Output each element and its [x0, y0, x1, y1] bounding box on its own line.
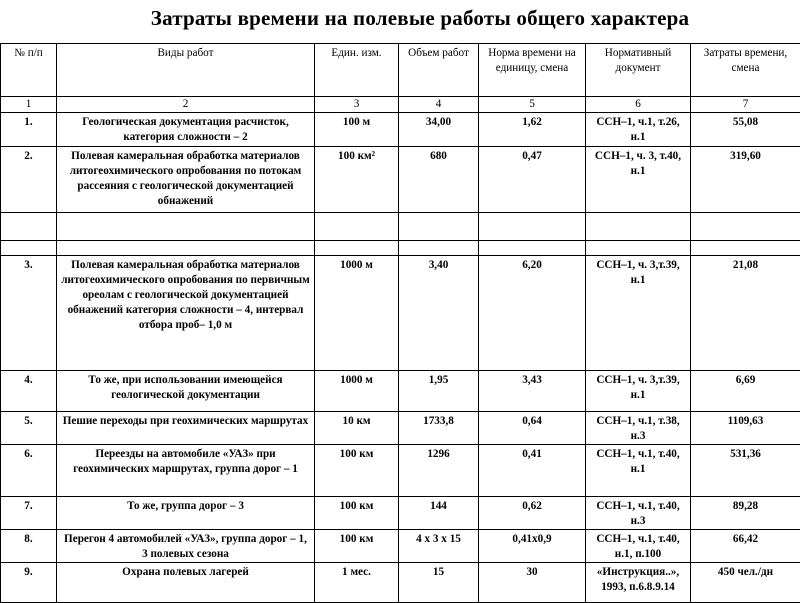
volume: 34,00 [399, 113, 479, 147]
work-type: То же, группа дорог – 3 [57, 497, 315, 530]
row-number: 9. [1, 563, 57, 603]
table-row [1, 147, 800, 213]
row-number: 8. [1, 530, 57, 563]
spacer-row [1, 213, 800, 241]
work-type: Охрана полевых лагерей [57, 563, 315, 603]
total: 66,42 [691, 530, 800, 563]
document: ССН–1, ч.1, т.26, н.1 [586, 113, 691, 147]
table-row [1, 563, 800, 603]
document: ССН–1, ч. 3, т.40, н.1 [586, 147, 691, 213]
unit: 1000 м [315, 371, 399, 412]
norm: 0,62 [479, 497, 586, 530]
work-type: То же, при использовании имеющейся геологической документации [57, 371, 315, 412]
page-title: Затраты времени на полевые работы общего характера [0, 6, 800, 31]
unit: 1 мес. [315, 563, 399, 603]
spacer-row [1, 241, 800, 256]
row-number: 3. [1, 256, 57, 371]
unit: 100 км [315, 497, 399, 530]
column-number: 1 [1, 97, 57, 113]
work-type: Геологическая документация расчисток, категория сложности – 2 [57, 113, 315, 147]
total: 6,69 [691, 371, 800, 412]
header-cell: Объем работ [399, 44, 479, 97]
work-type: Полевая камеральная обработка материалов литогеохимического опробования по первичным ореолам с геологической документацией обнажений категория сложности – 4, интервал отбора проб– 1,0 м [57, 256, 315, 371]
header-cell: Норма времени на единицу, смена [479, 44, 586, 97]
table-row [1, 371, 800, 412]
norm: 0,64 [479, 412, 586, 445]
document: ССН–1, ч.1, т.40, н.1, п.100 [586, 530, 691, 563]
table-row [1, 445, 800, 497]
column-number: 7 [691, 97, 800, 113]
unit: 100 км² [315, 147, 399, 213]
row-number: 1. [1, 113, 57, 147]
total: 1109,63 [691, 412, 800, 445]
document: ССН–1, ч.1, т.40, н.3 [586, 497, 691, 530]
header-cell: Виды работ [57, 44, 315, 97]
row-number: 5. [1, 412, 57, 445]
header-cell: № п/п [1, 44, 57, 97]
total: 89,28 [691, 497, 800, 530]
norm: 0,47 [479, 147, 586, 213]
norm: 0,41х0,9 [479, 530, 586, 563]
volume: 4 х 3 х 15 [399, 530, 479, 563]
column-number: 2 [57, 97, 315, 113]
column-number: 4 [399, 97, 479, 113]
table-row [1, 256, 800, 371]
document: ССН–1, ч.1, т.38, н.3 [586, 412, 691, 445]
total: 319,60 [691, 147, 800, 213]
norm: 30 [479, 563, 586, 603]
unit: 100 км [315, 445, 399, 497]
total: 55,08 [691, 113, 800, 147]
row-number: 6. [1, 445, 57, 497]
document: «Инструкция..», 1993, п.6.8.9.14 [586, 563, 691, 603]
volume: 3,40 [399, 256, 479, 371]
row-number: 7. [1, 497, 57, 530]
volume: 680 [399, 147, 479, 213]
volume: 1296 [399, 445, 479, 497]
table-row [1, 530, 800, 563]
document: ССН–1, ч.1, т.40, н.1 [586, 445, 691, 497]
work-type: Пешие переходы при геохимических маршрутах [57, 412, 315, 445]
norm: 0,41 [479, 445, 586, 497]
column-number: 6 [586, 97, 691, 113]
volume: 15 [399, 563, 479, 603]
unit: 100 км [315, 530, 399, 563]
total: 450 чел./дн [691, 563, 800, 603]
header-cell: Нормативный документ [586, 44, 691, 97]
volume: 1,95 [399, 371, 479, 412]
unit: 100 м [315, 113, 399, 147]
header-cell: Един. изм. [315, 44, 399, 97]
work-type: Полевая камеральная обработка материалов литогеохимического опробования по потокам рассеяния с геологической документацией обнажений [57, 147, 315, 213]
volume: 144 [399, 497, 479, 530]
total: 21,08 [691, 256, 800, 371]
column-number-row [1, 97, 800, 113]
table-row [1, 113, 800, 147]
document: ССН–1, ч. 3,т.39, н.1 [586, 256, 691, 371]
norm: 6,20 [479, 256, 586, 371]
work-time-table [0, 43, 800, 603]
table-row [1, 497, 800, 530]
norm: 1,62 [479, 113, 586, 147]
table-row [1, 412, 800, 445]
row-number: 2. [1, 147, 57, 213]
total: 531,36 [691, 445, 800, 497]
norm: 3,43 [479, 371, 586, 412]
header-cell: Затраты времени, смена [691, 44, 800, 97]
column-number: 5 [479, 97, 586, 113]
table-header-row [1, 44, 800, 97]
unit: 10 км [315, 412, 399, 445]
column-number: 3 [315, 97, 399, 113]
volume: 1733,8 [399, 412, 479, 445]
document: ССН–1, ч. 3,т.39, н.1 [586, 371, 691, 412]
work-type: Переезды на автомобиле «УАЗ» при геохимических маршрутах, группа дорог – 1 [57, 445, 315, 497]
work-type: Перегон 4 автомобилей «УАЗ», группа дорог – 1, 3 полевых сезона [57, 530, 315, 563]
unit: 1000 м [315, 256, 399, 371]
row-number: 4. [1, 371, 57, 412]
